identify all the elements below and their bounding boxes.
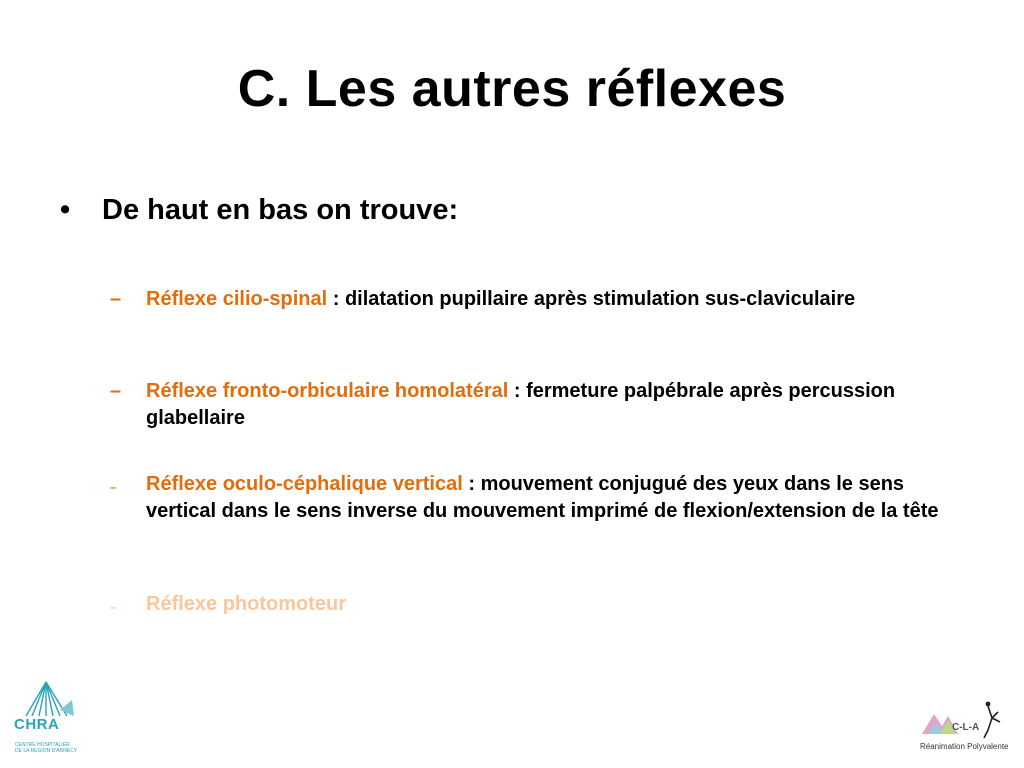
reflex-description: mouvement conjugué des yeux dans le sens vertical dans le sens inverse du mouvement imprimé de flexion/extension de la tête <box>146 473 939 522</box>
reflex-label: Réflexe photomoteur <box>146 593 347 615</box>
main-bullet <box>60 193 458 228</box>
slide-title: C. Les autres réflexes <box>237 60 787 118</box>
chra-logo-name: CHRA <box>14 716 60 733</box>
dash-glyph: – <box>110 380 122 402</box>
reflex-label: Réflexe fronto-orbiculaire homolatéral <box>146 380 509 402</box>
dash-glyph: – <box>110 602 117 614</box>
chra-logo-line1: CENTRE HOSPITALIER <box>15 742 70 748</box>
dash-glyph: – <box>110 288 122 310</box>
main-bullet-text: De haut en bas on trouve: <box>102 194 459 226</box>
reflex-label: Réflexe oculo-céphalique vertical <box>146 473 463 495</box>
separator: : <box>508 380 527 402</box>
separator: : <box>327 288 345 310</box>
cla-logo-name: C-L-A <box>952 722 980 733</box>
separator: : <box>462 473 481 495</box>
reflex-description: fermeture palpébrale après percussion glabellaire <box>146 380 896 429</box>
chra-logo-line2: DE LA RÉGION D'ANNECY <box>15 748 78 754</box>
cla-mountain-icon <box>918 700 1010 742</box>
chra-mountain-icon <box>12 680 82 720</box>
cla-logo-caption: Réanimation Polyvalente <box>920 742 1009 751</box>
cla-logo <box>918 700 1010 758</box>
list-item-cilio-spinal <box>110 286 940 313</box>
list-item-fronto-orbiculaire <box>110 378 940 432</box>
dash-glyph: – <box>110 482 117 494</box>
bullet-glyph: • <box>60 194 71 226</box>
list-item-photomoteur <box>110 591 940 618</box>
chra-logo <box>12 680 82 758</box>
list-item-oculo-cephalique <box>110 471 940 525</box>
reflex-label: Réflexe cilio-spinal <box>146 288 328 310</box>
reflex-description: dilatation pupillaire après stimulation sus-claviculaire <box>344 288 856 310</box>
